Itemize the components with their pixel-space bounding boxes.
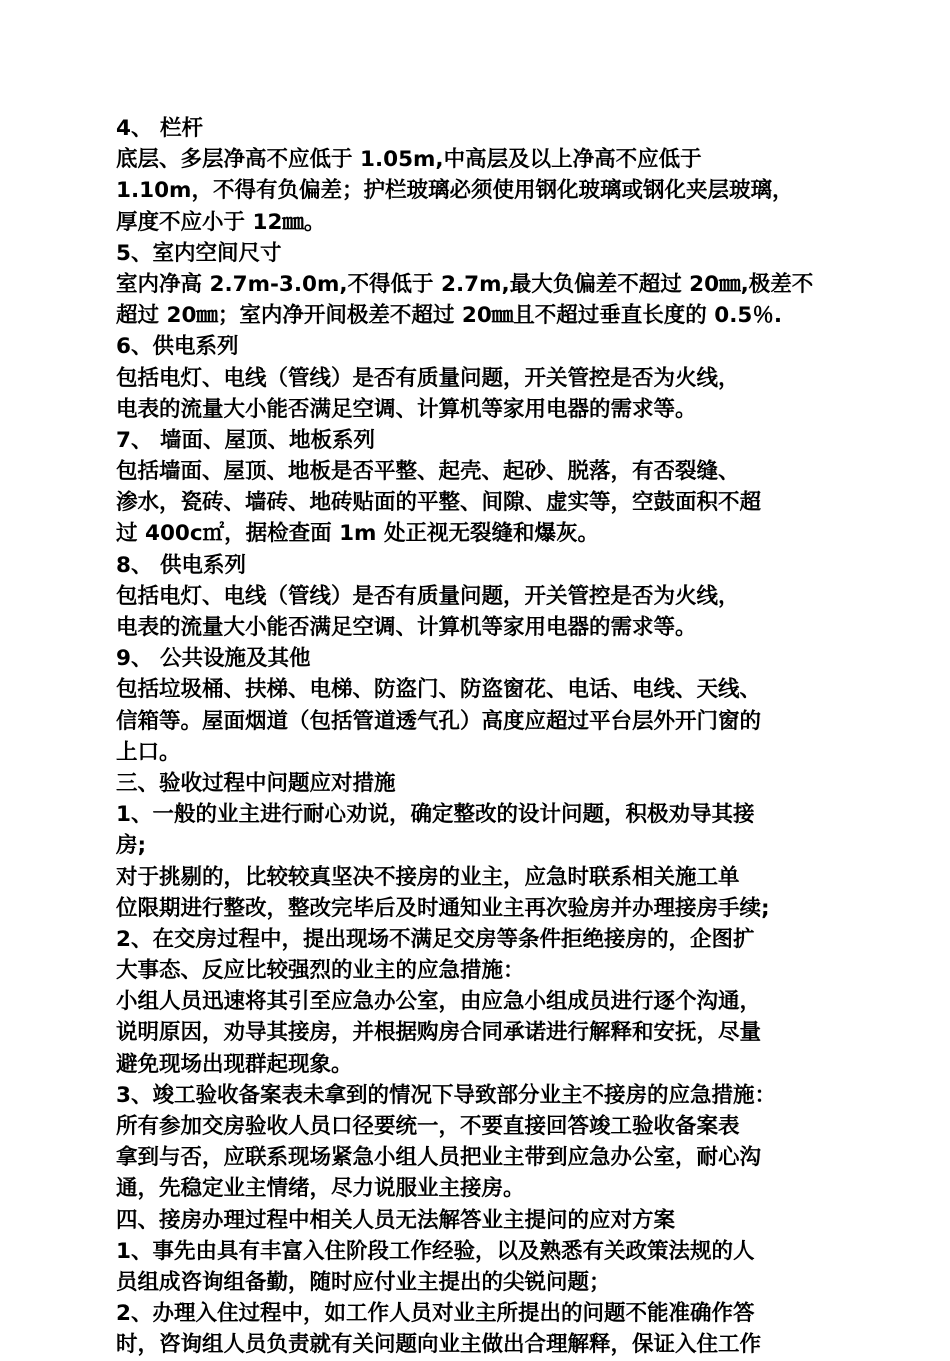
heading-indoor-space: 5、室内空间尺寸 — [116, 240, 282, 266]
paragraph-line: 渗水，瓷砖、墙砖、地砖贴面的平整、间隙、虚实等，空鼓面积不超 — [116, 490, 762, 516]
paragraph-line: 信箱等。屋面烟道（包括管道透气孔）高度应超过平台层外开门窗的 — [116, 708, 762, 734]
paragraph-line: 所有参加交房验收人员口径要统一，不要直接回答竣工验收备案表 — [116, 1114, 740, 1139]
paragraph-line: 通，先稳定业主情绪，尽力说服业主接房。 — [116, 1176, 525, 1202]
section-heading-acceptance: 三、验收过程中问题应对措施 — [116, 770, 396, 796]
paragraph-line: 超过 20㎜；室内净开间极差不超过 20㎜且不超过垂直长度的 0.5％. — [116, 303, 783, 329]
paragraph-line: 包括电灯、电线（管线）是否有质量问题，开关管控是否为火线， — [116, 583, 740, 609]
paragraph-line: 过 400c㎡，据检查面 1m 处正视无裂缝和爆灰。 — [116, 521, 599, 547]
heading-power-supply-2: 8、 供电系列 — [116, 552, 246, 578]
paragraph-line: 1.10m，不得有负偏差；护栏玻璃必须使用钢化玻璃或钢化夹层玻璃， — [116, 178, 794, 204]
paragraph-line: 位限期进行整改，整改完毕后及时通知业主再次验房并办理接房手续; — [116, 895, 770, 921]
document-body — [116, 113, 846, 1361]
paragraph-line: 底层、多层净高不应低于 1.05m,中高层及以上净高不应低于 — [116, 147, 702, 173]
heading-railing: 4、 栏杆 — [116, 116, 203, 141]
paragraph-line: 上口。 — [116, 739, 181, 765]
paragraph-line: 电表的流量大小能否满足空调、计算机等家用电器的需求等。 — [116, 396, 697, 422]
paragraph-line: 拿到与否，应联系现场紧急小组人员把业主带到应急办公室，耐心沟 — [116, 1145, 762, 1171]
paragraph-line: 电表的流量大小能否满足空调、计算机等家用电器的需求等。 — [116, 615, 697, 640]
paragraph-line: 室内净高 2.7m-3.0m,不得低于 2.7m,最大负偏差不超过 20㎜,极差不 — [116, 271, 814, 297]
paragraph-line: 包括垃圾桶、扶梯、电梯、防盗门、防盗窗花、电话、电线、天线、 — [116, 677, 762, 703]
paragraph-line: 厚度不应小于 12㎜。 — [116, 209, 326, 235]
paragraph-line: 对于挑剔的，比较较真坚决不接房的业主，应急时联系相关施工单 — [116, 864, 740, 890]
paragraph-line: 1、一般的业主进行耐心劝说，确定整改的设计问题，积极劝导其接 — [116, 802, 755, 828]
section-heading-handover: 四、接房办理过程中相关人员无法解答业主提问的应对方案 — [116, 1207, 676, 1233]
paragraph-line: 员组成咨询组备勤，随时应付业主提出的尖锐问题； — [116, 1269, 611, 1295]
paragraph-line: 时，咨询组人员负责就有关问题向业主做出合理解释，保证入住工作 — [116, 1332, 762, 1358]
heading-power-supply: 6、供电系列 — [116, 334, 239, 360]
paragraph-line: 包括电灯、电线（管线）是否有质量问题，开关管控是否为火线， — [116, 365, 740, 391]
paragraph-line: 2、在交房过程中，提出现场不满足交房等条件拒绝接房的，企图扩 — [116, 926, 755, 952]
paragraph-line: 说明原因，劝导其接房，并根据购房合同承诺进行解释和安抚，尽量 — [116, 1020, 762, 1046]
paragraph-line: 包括墙面、屋顶、地板是否平整、起壳、起砂、脱落，有否裂缝、 — [116, 459, 740, 485]
heading-wall-roof-floor: 7、 墙面、屋顶、地板系列 — [116, 427, 375, 453]
paragraph-line: 大事态、反应比较强烈的业主的应急措施： — [116, 958, 525, 984]
paragraph-line: 1、事先由具有丰富入住阶段工作经验，以及熟悉有关政策法规的人 — [116, 1238, 755, 1264]
paragraph-line: 2、办理入住过程中，如工作人员对业主所提出的问题不能准确作答 — [116, 1301, 755, 1327]
heading-public-facilities: 9、 公共设施及其他 — [116, 646, 311, 672]
paragraph-line: 小组人员迅速将其引至应急办公室，由应急小组成员进行逐个沟通， — [116, 989, 762, 1015]
paragraph-line: 避免现场出现群起现象。 — [116, 1051, 353, 1077]
paragraph-line: 房; — [116, 833, 147, 859]
paragraph-line: 3、竣工验收备案表未拿到的情况下导致部分业主不接房的应急措施： — [116, 1082, 776, 1108]
